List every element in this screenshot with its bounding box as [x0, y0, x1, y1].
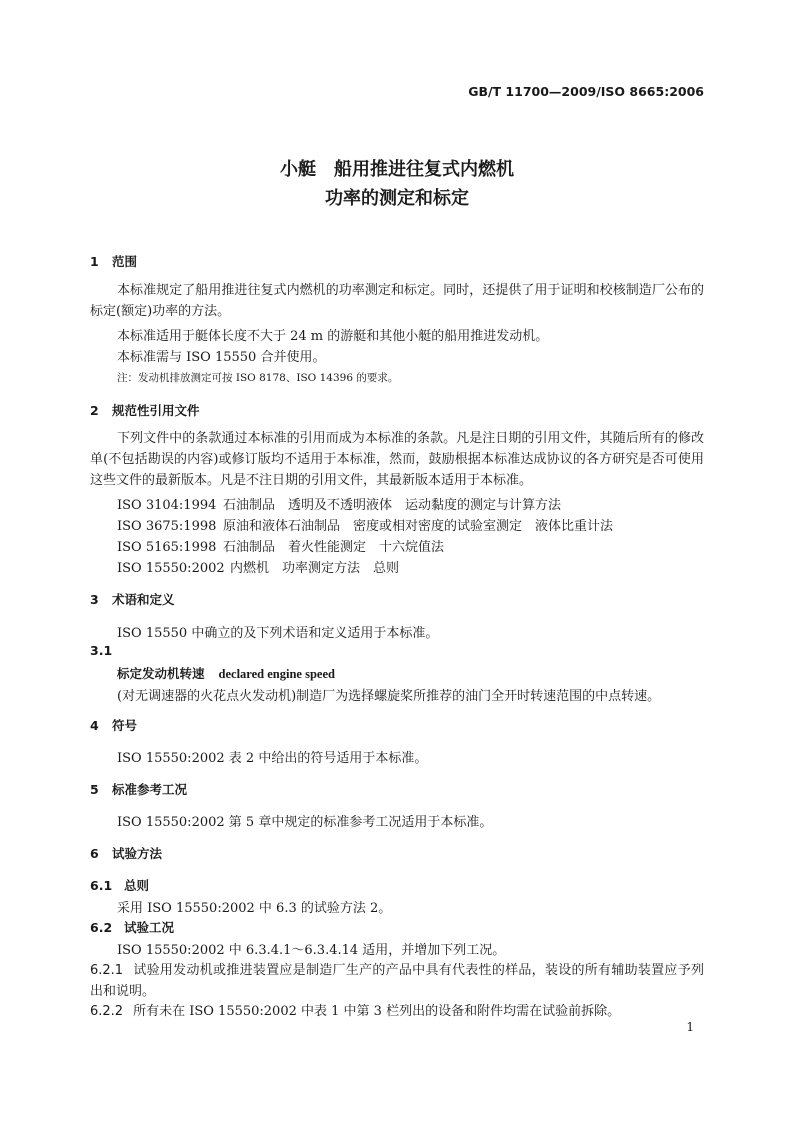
document-title-line1: 小艇 船用推进往复式内燃机 [280, 159, 514, 180]
section-number: 3 [90, 592, 99, 607]
clause-number: 6.2.2 [90, 1004, 124, 1019]
page-number: 1 [686, 1020, 694, 1034]
reference-item [117, 494, 561, 513]
section-number: 2 [90, 403, 99, 418]
clause-text: 所有未在 ISO 15550:2002 中表 1 中第 3 栏列出的设备和附件均需在试验前拆除。 [133, 1004, 621, 1019]
subsection-title: 总则 [124, 878, 150, 893]
paragraph: 下列文件中的条款通过本标准的引用而成为本标准的条款。凡是注日期的引用文件，其随后所有的修改单(不包括勘误的内容)或修订版均不适用于本标准，然而，鼓励根据本标准达成协议的各方研究是否可使用这些文件的最新版本。凡是不注日期的引用文件，其最新版本适用于本标准。 [90, 431, 704, 488]
reference-title: 石油制品 着火性能测定 十六烷值法 [223, 540, 445, 555]
paragraph: 本标准适用于艇体长度不大于 24 m 的游艇和其他小艇的船用推进发动机。 [117, 329, 549, 344]
standard-code: GB/T 11700—2009/ISO 8665:2006 [468, 84, 704, 99]
clause-text: 试验用发动机或推进装置应是制造厂生产的产品中具有代表性的样品，装设的所有辅助装置应予列出和说明。 [90, 963, 704, 999]
clause-6-2-2 [90, 1001, 704, 1022]
section-number: 1 [90, 254, 99, 269]
section-2-heading [90, 401, 200, 419]
paragraph: ISO 15550:2002 中 6.3.4.1～6.3.4.14 适用，并增加下列工况。 [117, 943, 506, 958]
subsection-6-2-heading [90, 918, 174, 936]
subsection-6-1-heading [90, 876, 149, 894]
section-number: 5 [90, 782, 99, 797]
subsection-number: 6.2 [90, 920, 113, 935]
term-name-cn: 标定发动机转速 [117, 666, 205, 681]
reference-item [117, 515, 613, 534]
term-name-en: declared engine speed [218, 667, 335, 681]
reference-title: 石油制品 透明及不透明液体 运动黏度的测定与计算方法 [223, 498, 562, 513]
reference-code: ISO 15550:2002 [117, 561, 225, 576]
paragraph: 采用 ISO 15550:2002 中 6.3 的试验方法 2。 [117, 901, 392, 916]
section-5-heading [90, 780, 187, 798]
note: 注：发动机排放测定可按 ISO 8178、ISO 14396 的要求。 [117, 372, 399, 384]
clause-number: 6.2.1 [90, 963, 124, 978]
reference-code: ISO 3104:1994 [117, 498, 217, 513]
reference-item [117, 536, 444, 555]
reference-code: ISO 5165:1998 [117, 540, 217, 555]
section-title: 术语和定义 [112, 592, 175, 607]
section-title: 标准参考工况 [112, 782, 188, 797]
term-definition: (对无调速器的火花点火发动机)制造厂为选择螺旋桨所推荐的油门全开时转速范围的中点转速。 [117, 689, 661, 704]
term-name [117, 664, 335, 682]
paragraph: ISO 15550:2002 表 2 中给出的符号适用于本标准。 [117, 751, 428, 766]
paragraph: ISO 15550 中确立的及下列术语和定义适用于本标准。 [117, 626, 439, 641]
section-number: 4 [90, 718, 99, 733]
term-number: 3.1 [90, 643, 113, 658]
section-title: 范围 [112, 254, 138, 269]
section-title: 试验方法 [112, 846, 163, 861]
document-title-line2: 功率的测定和标定 [325, 188, 469, 209]
clause-6-2-1 [90, 960, 704, 1002]
reference-title: 内燃机 功率测定方法 总则 [230, 561, 400, 576]
paragraph: 本标准需与 ISO 15550 合并使用。 [117, 350, 326, 365]
subsection-title: 试验工况 [124, 920, 175, 935]
paragraph: ISO 15550:2002 第 5 章中规定的标准参考工况适用于本标准。 [117, 815, 493, 830]
subsection-number: 6.1 [90, 878, 113, 893]
section-4-heading [90, 716, 137, 734]
section-number: 6 [90, 846, 99, 861]
paragraph: 本标准规定了船用推进往复式内燃机的功率测定和标定。同时，还提供了用于证明和校核制造厂公布的标定(额定)功率的方法。 [90, 283, 704, 319]
section-title: 规范性引用文件 [112, 403, 200, 418]
section-3-heading [90, 590, 175, 608]
reference-title: 原油和液体石油制品 密度或相对密度的试验室测定 液体比重计法 [223, 519, 614, 534]
section-1-heading [90, 252, 137, 270]
section-6-heading [90, 844, 162, 862]
reference-item [117, 557, 399, 576]
section-title: 符号 [112, 718, 138, 733]
reference-code: ISO 3675:1998 [117, 519, 217, 534]
